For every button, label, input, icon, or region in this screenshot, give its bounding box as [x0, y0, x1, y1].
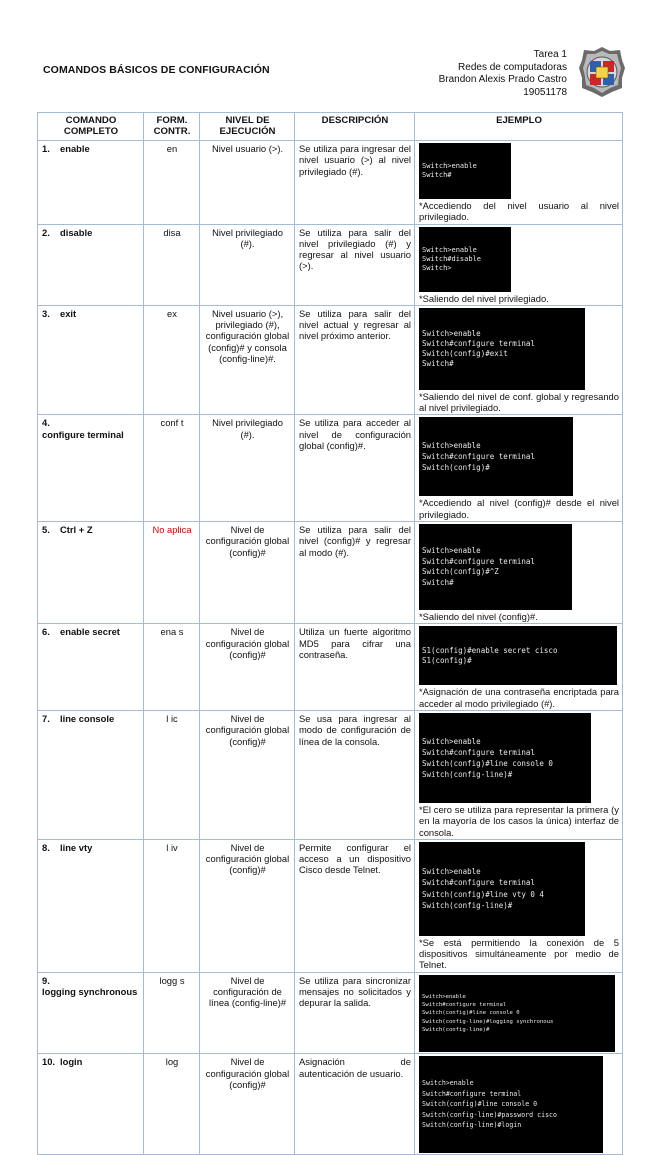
student-id-label: 19051178	[523, 86, 567, 98]
col-header-level: NIVEL DE EJECUCIÓN	[200, 113, 295, 141]
example-note: *Saliendo del nivel (config)#.	[419, 611, 538, 623]
table-row	[38, 972, 623, 1054]
level-cell: Nivel de configuración global (config)#	[200, 624, 295, 711]
table-row	[38, 224, 623, 305]
terminal-screenshot: Switch>enable Switch#	[419, 143, 511, 199]
table-header-row	[38, 113, 623, 141]
level-cell: Nivel de configuración global (config)#	[200, 710, 295, 839]
example-note: *Se está permitiendo la conexión de 5 dispositivos simultáneamente por medio de Telnet.	[419, 936, 619, 971]
terminal-screenshot: Switch>enable Switch#configure terminal Switch(config)#	[419, 417, 573, 496]
table-row	[38, 839, 623, 972]
description-cell: Se utiliza para salir del nivel actual y regresar al nivel próximo anterior.	[295, 305, 415, 415]
example-cell	[415, 141, 623, 225]
header-info	[439, 49, 567, 99]
example-cell	[415, 415, 623, 522]
table-row	[38, 624, 623, 711]
description-cell: Permite configurar el acceso a un dispositivo Cisco desde Telnet.	[295, 839, 415, 972]
example-note: *Saliendo del nivel de conf. global y regresando al nivel privilegiado.	[419, 390, 619, 414]
command-cell: 3. exit	[38, 305, 144, 415]
terminal-screenshot: Switch>enable Switch#disable Switch>	[419, 227, 511, 292]
command-cell: 9.logging synchronous	[38, 972, 144, 1054]
level-cell: Nivel de configuración global (config)#	[200, 1054, 295, 1155]
document-title: COMANDOS BÁSICOS DE CONFIGURACIÓN	[43, 64, 270, 76]
command-cell: 6. enable secret	[38, 624, 144, 711]
example-note: *Saliendo del nivel privilegiado.	[419, 292, 549, 304]
description-cell: Se utiliza para ingresar del nivel usuario (>) al nivel privilegiado (#).	[295, 141, 415, 225]
description-cell: Asignación de autenticación de usuario.	[295, 1054, 415, 1155]
terminal-screenshot: Switch>enable Switch#configure terminal Switch(config)#line console 0 Switch(config-line)#password cisco Switch(config-line)#login	[419, 1056, 603, 1153]
terminal-screenshot: Switch>enable Switch#configure terminal Switch(config)#line vty 0 4 Switch(config-line)#	[419, 842, 585, 936]
level-cell: Nivel de configuración global (config)#	[200, 522, 295, 624]
terminal-screenshot: Switch>enable Switch#configure terminal Switch(config)#^Z Switch#	[419, 524, 572, 610]
institution-logo	[578, 46, 626, 98]
level-cell: Nivel usuario (>), privilegiado (#), configuración global (config)# y consola (config-line)#.	[200, 305, 295, 415]
example-cell	[415, 522, 623, 624]
example-cell	[415, 710, 623, 839]
example-cell	[415, 624, 623, 711]
author-label: Brandon Alexis Prado Castro	[438, 74, 567, 85]
example-cell	[415, 1054, 623, 1155]
level-cell: Nivel usuario (>).	[200, 141, 295, 225]
table-row	[38, 710, 623, 839]
col-header-example: EJEMPLO	[415, 113, 623, 141]
abbr-cell: logg s	[144, 972, 200, 1054]
level-cell: Nivel de configuración global (config)#	[200, 839, 295, 972]
abbr-cell: disa	[144, 224, 200, 305]
example-cell	[415, 839, 623, 972]
abbr-cell: No aplica	[144, 522, 200, 624]
example-note: *El cero se utiliza para representar la primera (y en la mayoría de los casos la única) interfaz de consola.	[419, 803, 619, 838]
command-cell: 4.configure terminal	[38, 415, 144, 522]
level-cell: Nivel privilegiado (#).	[200, 415, 295, 522]
terminal-screenshot: Switch>enable Switch#configure terminal Switch(config)#exit Switch#	[419, 308, 585, 390]
description-cell: Se utiliza para sincronizar mensajes no solicitados y depurar la salida.	[295, 972, 415, 1054]
terminal-screenshot: Switch>enable Switch#configure terminal Switch(config)#line console 0 Switch(config-line)#	[419, 713, 591, 803]
abbr-cell: ena s	[144, 624, 200, 711]
abbr-cell: en	[144, 141, 200, 225]
abbr-cell: l iv	[144, 839, 200, 972]
example-cell	[415, 305, 623, 415]
level-cell: Nivel privilegiado (#).	[200, 224, 295, 305]
table-row	[38, 415, 623, 522]
table-row	[38, 305, 623, 415]
terminal-screenshot: S1(config)#enable secret cisco S1(config)#	[419, 626, 617, 685]
command-cell: 2. disable	[38, 224, 144, 305]
table-row	[38, 522, 623, 624]
col-header-abbr: FORM. CONTR.	[144, 113, 200, 141]
command-cell: 1. enable	[38, 141, 144, 225]
table-row	[38, 1054, 623, 1155]
commands-table	[37, 112, 623, 1155]
example-cell	[415, 972, 623, 1054]
description-cell: Se usa para ingresar al modo de configuración de línea de la consola.	[295, 710, 415, 839]
description-cell: Se utiliza para acceder al nivel de configuración global (config)#.	[295, 415, 415, 522]
terminal-screenshot: Switch>enable Switch#configure terminal Switch(config)#line console 0 Switch(config-line)#logging synchronous Switch(config-line)#	[419, 975, 615, 1053]
abbr-cell: log	[144, 1054, 200, 1155]
command-cell: 8. line vty	[38, 839, 144, 972]
task-label: Tarea 1	[533, 49, 567, 60]
command-cell: 5. Ctrl + Z	[38, 522, 144, 624]
level-cell: Nivel de configuración de línea (config-line)#	[200, 972, 295, 1054]
example-cell	[415, 224, 623, 305]
command-cell: 10. login	[38, 1054, 144, 1155]
example-note: *Accediendo al nivel (config)# desde el nivel privilegiado.	[419, 497, 619, 520]
example-note: *Accediendo del nivel usuario al nivel privilegiado.	[419, 200, 619, 223]
col-header-command: COMANDO COMPLETO	[38, 113, 144, 141]
example-note: *Asignación de una contraseña encriptada para acceder al modo privilegiado (#).	[419, 686, 619, 709]
abbr-cell: conf t	[144, 415, 200, 522]
description-cell: Utiliza un fuerte algoritmo MD5 para cifrar una contraseña.	[295, 624, 415, 711]
description-cell: Se utiliza para salir del nivel (config)# y regresar al modo (#).	[295, 522, 415, 624]
description-cell: Se utiliza para salir del nivel privilegiado (#) y regresar al nivel usuario (>).	[295, 224, 415, 305]
abbr-cell: ex	[144, 305, 200, 415]
course-label: Redes de computadoras	[458, 61, 567, 73]
command-cell: 7. line console	[38, 710, 144, 839]
abbr-cell: l ic	[144, 710, 200, 839]
col-header-description: DESCRIPCIÓN	[295, 113, 415, 141]
table-row	[38, 141, 623, 225]
